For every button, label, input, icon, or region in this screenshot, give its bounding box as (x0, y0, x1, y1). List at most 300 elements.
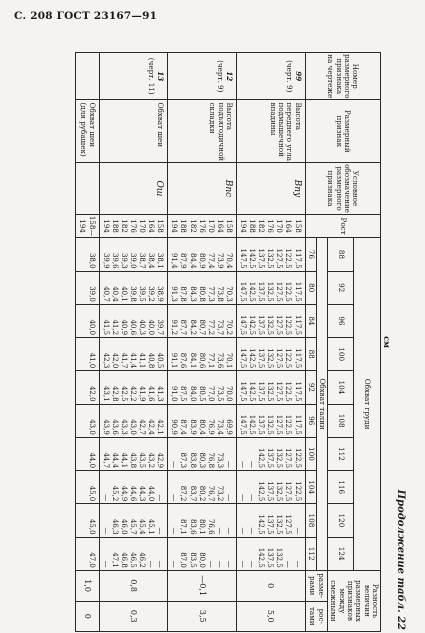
cell-value: 137,5 (266, 481, 275, 502)
diff-heights-value: 3,5 (168, 601, 237, 631)
cell-value: 39,5 (138, 286, 147, 302)
value-cell (236, 304, 305, 337)
growth-value: 182 (188, 219, 197, 233)
chest-value-header: 108 (328, 404, 354, 437)
row-number-note: (черт. 9) (215, 60, 225, 93)
cell-value: 40,1 (119, 286, 128, 302)
growth-cell (76, 214, 99, 237)
cell-value: 42,3 (101, 352, 110, 369)
waist-value-header: 88 (305, 338, 316, 371)
cell-value: 69,9 (224, 419, 233, 435)
cell-value: 91,3 (170, 286, 179, 302)
cell-value: 137,5 (257, 281, 266, 302)
value-cell (168, 271, 237, 304)
growth-value: 164 (147, 219, 156, 233)
cell-value: 122,5 (293, 447, 302, 469)
cell-value: 132,5 (266, 414, 275, 435)
waist-value-header: 108 (305, 504, 316, 537)
cell-value: 70,2 (224, 319, 233, 336)
cell-value: 70,0 (224, 385, 233, 402)
cell-value: 142,5 (257, 481, 266, 502)
growth-value: 182 (257, 219, 266, 233)
cell-value: 43,2 (147, 452, 156, 469)
value-cell (168, 471, 237, 504)
cell-value: 142,5 (248, 381, 257, 402)
cell-value: 132,5 (275, 514, 284, 535)
diff-heights-value: 0 (76, 601, 99, 631)
cell-value: 77,2 (206, 319, 215, 336)
cell-value: 87,2 (179, 485, 188, 502)
cell-value: 38,1 (156, 252, 165, 269)
cell-value: 137,5 (257, 248, 266, 269)
unit-label: см (380, 53, 392, 632)
growth-value: 188 (179, 219, 188, 233)
header-diff-sizes: разме-рами (305, 570, 328, 601)
cell-value: 39,8 (128, 286, 137, 302)
cell-value: 132,5 (275, 447, 284, 469)
cell-value: 84,3 (188, 286, 197, 302)
cell-value: 40,3 (138, 319, 147, 336)
cell-value: — (156, 560, 165, 568)
cell-value: 40,7 (101, 286, 110, 302)
cell-value: 43,9 (101, 419, 110, 435)
header-chest-group: Обхват груди (354, 238, 380, 571)
chest-value-header: 120 (328, 504, 354, 537)
cell-value: 42,0 (87, 385, 96, 402)
cell-value: 122,5 (284, 381, 293, 402)
cell-value: 73,5 (215, 385, 224, 402)
value-cell (76, 404, 99, 437)
cell-value: 84,2 (188, 319, 197, 336)
cell-value: — (239, 560, 247, 568)
cell-value: 84,0 (188, 385, 197, 402)
cell-value: 39,2 (147, 286, 156, 302)
header-sym: Условное обозначение размерного признака (305, 163, 380, 215)
chest-value-header: 100 (328, 338, 354, 371)
cell-value: 45,0 (87, 485, 96, 502)
growth-value: 194 (78, 219, 87, 233)
row-sign: Обхват шеи (99, 100, 168, 163)
cell-value: 80,7 (197, 319, 206, 336)
chest-value-header: 116 (328, 471, 354, 504)
cell-value: 80,6 (197, 352, 206, 369)
cell-value: 45,0 (87, 518, 96, 535)
cell-value: 76,7 (206, 485, 215, 502)
row-number-note: (черт. 11) (147, 57, 157, 95)
cell-value: 40,5 (156, 352, 165, 369)
cell-value: — (224, 527, 233, 535)
cell-value: 87,3 (179, 452, 188, 469)
cell-value: 83,5 (188, 552, 197, 568)
cell-value: 39,0 (128, 252, 137, 269)
cell-value: — (239, 494, 247, 502)
cell-value: 132,5 (266, 314, 275, 336)
value-cell (236, 437, 305, 470)
table-row (76, 53, 99, 632)
value-cell (76, 338, 99, 371)
growth-value: 176 (266, 219, 275, 233)
growth-value: 170 (138, 219, 147, 233)
cell-value: 38,0 (87, 252, 96, 269)
cell-value: 80,9 (197, 252, 206, 269)
cell-value: 45,2 (110, 485, 119, 502)
cell-value: 80,5 (197, 385, 206, 402)
chest-value-header: 92 (328, 271, 354, 304)
growth-value: 176 (128, 219, 137, 233)
row-number-note: (черт. 9) (284, 60, 294, 93)
cell-value: 80,1 (197, 518, 206, 535)
cell-value: 142,5 (248, 348, 257, 369)
cell-value: 46,3 (110, 518, 119, 535)
cell-value: — (170, 527, 179, 535)
cell-value: 73,6 (215, 352, 224, 369)
cell-value: — (101, 527, 110, 535)
cell-value: 40,4 (110, 286, 119, 302)
cell-value: 73,4 (215, 419, 224, 435)
cell-value: 42,0 (110, 352, 119, 369)
value-cell (168, 304, 237, 337)
growth-value: 164 (284, 219, 293, 233)
cell-value: 91,2 (170, 319, 179, 336)
cell-value: 77,0 (206, 385, 215, 402)
cell-value: 147,5 (239, 314, 247, 336)
value-cell (99, 504, 168, 537)
cell-value: 132,5 (275, 481, 284, 502)
cell-value: — (293, 527, 302, 535)
waist-value-header: 104 (305, 471, 316, 504)
cell-value: 132,5 (275, 547, 284, 568)
cell-value: 39,0 (87, 286, 96, 302)
cell-value: 42,7 (138, 419, 147, 435)
cell-value: 91,1 (170, 352, 179, 369)
cell-value: 137,5 (257, 314, 266, 336)
table-container (75, 52, 392, 632)
cell-value: 41,3 (156, 385, 165, 402)
cell-value: 77,3 (206, 286, 215, 302)
waist-value-header: 100 (305, 437, 316, 470)
cell-value: 73,2 (215, 485, 224, 502)
cell-value: 39,9 (101, 252, 110, 269)
cell-value: 76,6 (206, 518, 215, 535)
header-row-1 (354, 53, 380, 632)
value-cell (76, 304, 99, 337)
row-sign: Обхват шеи (для рубашек) (76, 100, 99, 163)
cell-value: — (147, 560, 156, 568)
cell-value: 127,5 (275, 348, 284, 369)
cell-value: 39,7 (156, 319, 165, 336)
cell-value: 87,4 (179, 419, 188, 435)
header-growth: Рост (305, 214, 380, 237)
value-cell (236, 271, 305, 304)
cell-value: 142,5 (257, 547, 266, 568)
row-number: 13 (156, 71, 166, 82)
cell-value: 70,4 (224, 252, 233, 269)
cell-value: 47,0 (87, 552, 96, 568)
cell-value: 45,1 (147, 518, 156, 535)
cell-value: 132,5 (266, 381, 275, 402)
cell-value: 44,0 (87, 452, 96, 469)
cell-value: 117,5 (293, 314, 302, 336)
diff-sizes-value: 0,8 (99, 570, 168, 601)
cell-value: 41,6 (147, 385, 156, 402)
cell-value: 42,8 (110, 385, 119, 402)
growth-value: 194 (170, 219, 179, 233)
cell-value: 91,0 (170, 385, 179, 402)
cell-value: — (215, 527, 224, 535)
cell-value: — (224, 461, 233, 469)
growth-value: 194 (239, 219, 247, 233)
cell-value: 127,5 (275, 314, 284, 336)
cell-value: 40,9 (119, 319, 128, 336)
row-number-cell (76, 53, 99, 100)
cell-value: — (206, 560, 215, 568)
value-cell (76, 471, 99, 504)
cell-value: 142,5 (257, 514, 266, 535)
cell-value: 39,3 (119, 252, 128, 269)
growth-value: 170 (206, 219, 215, 233)
cell-value: 38,4 (147, 252, 156, 269)
cell-value: 127,5 (284, 447, 293, 469)
table-row (99, 53, 168, 632)
value-cell (76, 504, 99, 537)
cell-value: 41,5 (101, 319, 110, 336)
row-number-cell (236, 53, 305, 100)
cell-value: 73,9 (215, 252, 224, 269)
value-cell (236, 471, 305, 504)
value-cell (76, 238, 99, 271)
cell-value: 137,5 (266, 447, 275, 469)
growth-value: 182 (119, 219, 128, 233)
cell-value: 39,6 (110, 252, 119, 269)
value-cell (236, 238, 305, 271)
cell-value: 87,0 (179, 552, 188, 568)
cell-value: 117,5 (293, 381, 302, 402)
cell-value: 76,8 (206, 452, 215, 469)
table-row (236, 53, 305, 632)
chest-value-header: 124 (328, 537, 354, 570)
cell-value: 147,5 (239, 348, 247, 369)
cell-value: 73,7 (215, 319, 224, 336)
value-cell (236, 504, 305, 537)
growth-value: 170 (275, 219, 284, 233)
cell-value: 137,5 (257, 348, 266, 369)
value-cell (99, 371, 168, 404)
value-cell (168, 404, 237, 437)
diff-heights-value: 5,0 (236, 601, 305, 631)
cell-value: 77,4 (206, 252, 215, 269)
waist-value-header: 96 (305, 404, 316, 437)
header-num: Номер размерного признака на чертеже (305, 53, 380, 100)
cell-value: — (239, 461, 247, 469)
cell-value: 142,5 (248, 314, 257, 336)
cell-value: 43,5 (138, 452, 147, 469)
cell-value: 41,0 (87, 352, 96, 369)
cell-value: 137,5 (257, 381, 266, 402)
cell-value: — (101, 494, 110, 502)
cell-value: 43,0 (128, 419, 137, 435)
cell-value: 142,5 (248, 281, 257, 302)
chest-value-header: 104 (328, 371, 354, 404)
cell-value: 80,0 (197, 552, 206, 568)
value-cell (168, 338, 237, 371)
cell-value: 117,5 (293, 348, 302, 369)
cell-value: — (248, 494, 257, 502)
cell-value: 83,9 (188, 419, 197, 435)
cell-value: 127,5 (275, 381, 284, 402)
growth-value: 188 (248, 219, 257, 233)
cell-value: 132,5 (266, 248, 275, 269)
cell-value: 43,6 (110, 419, 119, 435)
chest-value-header: 88 (328, 238, 354, 271)
value-cell (99, 404, 168, 437)
cell-value: 90,9 (170, 419, 179, 435)
cell-value: 83,7 (188, 485, 197, 502)
unit-row (380, 53, 392, 632)
cell-value: 80,2 (197, 485, 206, 502)
row-symbol: Впс (168, 163, 237, 215)
growth-cell (168, 214, 237, 237)
cell-value: — (239, 527, 247, 535)
value-cell (99, 537, 168, 570)
cell-value: — (284, 560, 293, 568)
cell-value: 83,6 (188, 518, 197, 535)
value-cell (99, 437, 168, 470)
value-cell (76, 437, 99, 470)
cell-value: 41,7 (119, 352, 128, 369)
cell-value: 42,5 (119, 385, 128, 402)
row-symbol: Ош (99, 163, 168, 215)
cell-value: — (224, 560, 233, 568)
value-cell (168, 371, 237, 404)
growth-cell (236, 214, 305, 237)
waist-value-header: 112 (305, 537, 316, 570)
growth-value: 188 (110, 219, 119, 233)
cell-value: 127,5 (284, 514, 293, 535)
cell-value: 76,9 (206, 419, 215, 435)
header-waist-group: Обхват талии (316, 238, 327, 571)
cell-value: 42,4 (147, 419, 156, 435)
continuation-note: Продолжение табл. 22 (395, 489, 406, 630)
cell-value: 87,6 (179, 352, 188, 369)
cell-value: 87,1 (179, 518, 188, 535)
cell-value: 142,5 (257, 447, 266, 469)
diff-heights-value: 0,3 (99, 601, 168, 631)
cell-value: 132,5 (266, 281, 275, 302)
row-number: 12 (224, 71, 234, 82)
cell-value: 70,1 (224, 352, 233, 369)
header-diff: Разность величин размерных признаков между смежными (328, 570, 381, 631)
cell-value: 73,8 (215, 286, 224, 302)
cell-value: 87,5 (179, 385, 188, 402)
value-cell (99, 271, 168, 304)
cell-value: — (248, 560, 257, 568)
table-body (76, 53, 305, 632)
waist-value-header: 76 (305, 238, 316, 271)
diff-sizes-value: 1,0 (76, 570, 99, 601)
cell-value: 147,5 (239, 414, 247, 435)
cell-value: 73,3 (215, 452, 224, 469)
cell-value: 142,5 (248, 414, 257, 435)
cell-value: 42,9 (156, 452, 165, 469)
cell-value: 117,5 (293, 414, 302, 435)
cell-value: 44,6 (128, 485, 137, 502)
cell-value: 46,0 (119, 518, 128, 535)
growth-value: 158— (87, 215, 96, 237)
chest-value-header: 112 (328, 437, 354, 470)
cell-value: 47,1 (110, 552, 119, 568)
cell-value: 44,0 (147, 485, 156, 502)
header-sign: Размерный признак (305, 100, 380, 163)
value-cell (168, 537, 237, 570)
cell-value: 122,5 (284, 348, 293, 369)
cell-value: 40,8 (147, 352, 156, 369)
cell-value: 137,5 (266, 547, 275, 568)
cell-value: — (156, 494, 165, 502)
cell-value: 41,2 (110, 319, 119, 336)
value-cell (168, 437, 237, 470)
value-cell (99, 238, 168, 271)
value-cell (76, 271, 99, 304)
cell-value: 122,5 (284, 314, 293, 336)
growth-value: 158 (156, 219, 165, 233)
cell-value: 40,0 (147, 319, 156, 336)
row-number-note (78, 54, 87, 98)
cell-value: 38,7 (138, 252, 147, 269)
cell-value: — (170, 560, 179, 568)
row-sign: Высота подъягодичной складки (168, 100, 237, 163)
growth-cell (99, 214, 168, 237)
cell-value: 83,8 (188, 452, 197, 469)
cell-value: — (248, 527, 257, 535)
growth-value: 164 (215, 219, 224, 233)
cell-value: 80,8 (197, 286, 206, 302)
cell-value: 45,4 (138, 518, 147, 535)
row-number-cell (99, 53, 168, 100)
header-diff-heights: рос-тами (305, 601, 328, 631)
cell-value: 117,5 (293, 281, 302, 302)
cell-value: 122,5 (284, 248, 293, 269)
value-cell (168, 504, 237, 537)
cell-value: — (156, 527, 165, 535)
cell-value: 80,4 (197, 419, 206, 435)
cell-value: 43,8 (128, 452, 137, 469)
table-row (168, 53, 237, 632)
cell-value: 127,5 (275, 281, 284, 302)
waist-value-header: 80 (305, 271, 316, 304)
value-cell (99, 471, 168, 504)
row-symbol (76, 163, 99, 215)
diff-sizes-value: —0,1 (168, 570, 237, 601)
cell-value: 41,1 (138, 352, 147, 369)
value-cell (99, 338, 168, 371)
cell-value: — (170, 461, 179, 469)
cell-value: 44,7 (101, 452, 110, 469)
cell-value: 142,5 (248, 248, 257, 269)
growth-value: 176 (197, 219, 206, 233)
row-number: 99 (293, 71, 303, 82)
page-header: С. 208 ГОСТ 23167—91 (14, 10, 158, 22)
growth-value: 158 (293, 219, 302, 233)
cell-value: 43,0 (87, 419, 96, 435)
cell-value: 127,5 (275, 414, 284, 435)
row-number (87, 54, 96, 98)
cell-value: 46,2 (138, 552, 147, 568)
waist-value-header: 84 (305, 304, 316, 337)
cell-value: 91,4 (170, 252, 179, 269)
cell-value: 43,1 (101, 385, 110, 402)
cell-value: 137,5 (266, 514, 275, 535)
cell-value: 84,1 (188, 352, 197, 369)
